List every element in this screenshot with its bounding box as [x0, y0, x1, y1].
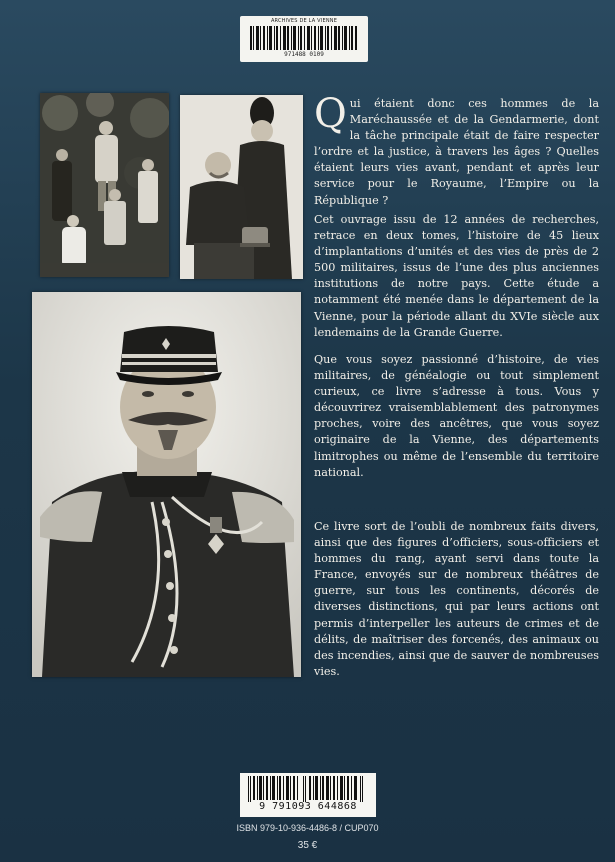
dropcap-letter: Q: [314, 91, 347, 137]
family-photo-image: [40, 93, 169, 277]
archive-label: [240, 16, 368, 62]
ean-number: 9 791093 644868: [259, 801, 357, 812]
archive-label-caption: ARCHIVES DE LA VIENNE: [270, 18, 338, 24]
archive-barcode: [250, 26, 358, 50]
content-paragraph: Ce livre sort de l’oubli de nombreux faits divers, ainsi que des figures d’officiers, sous-officiers et hommes du rang, ayant servi dans toute la France, envoyés sur de nombreux théâtres de guerre, sur tous les continents, décorés de diverses distinctions, qui par leurs actions ont permis d’interpeller les auteurs de crimes et de délits, de maîtriser des forcenés, des animaux ou des incendies, ainsi que de sauver de nombreuses vies.: [314, 520, 599, 678]
audience-paragraph: Que vous soyez passionné d’histoire, de vies militaires, de généalogie ou tout simplement curieux, ce livre s’adresse à tous. Vous y découvrirez vraisemblablement des patronymes proches, voire des ancêtres, que vous soyez originaire de la Vienne, des départements limitrophes ou même de l’ensemble du territoire national.: [314, 353, 599, 479]
couple-photo-image: [180, 95, 303, 279]
intro-paragraph: [314, 91, 599, 209]
archive-label-code: 971488 0109: [284, 51, 324, 58]
isbn-text: ISBN 979-10-936-4486-8 / CUP070: [236, 823, 379, 833]
family-photo: [40, 93, 169, 277]
couple-photo: [180, 95, 303, 279]
isbn-barcode: [248, 776, 368, 802]
officer-photo-image: [32, 292, 301, 677]
research-paragraph: Cet ouvrage issu de 12 années de recherches, retrace en deux tomes, l’histoire de 45 lieux d’implantations d’unités et des vies de près de 2 500 militaires, issus de l’une des plus anciennes institutions de notre pays. Cette étude a notamment été menée dans le département de la Vienne, pour la période allant du XVIe siècle aux lendemains de la Grande Guerre.: [314, 213, 599, 339]
officer-photo: [32, 292, 301, 677]
intro-paragraph-text: ui étaient donc ces hommes de la Maréchaussée et de la Gendarmerie, dont la tâche principale était de faire respecter l’ordre et la justice, à travers les âges ? Quelles étaient leurs vies avant, pendant et après leur service pour le Royaume, l’Empire ou la République ?: [314, 97, 599, 207]
price-text: 35 €: [297, 840, 318, 851]
isbn-barcode-label: [240, 773, 376, 817]
